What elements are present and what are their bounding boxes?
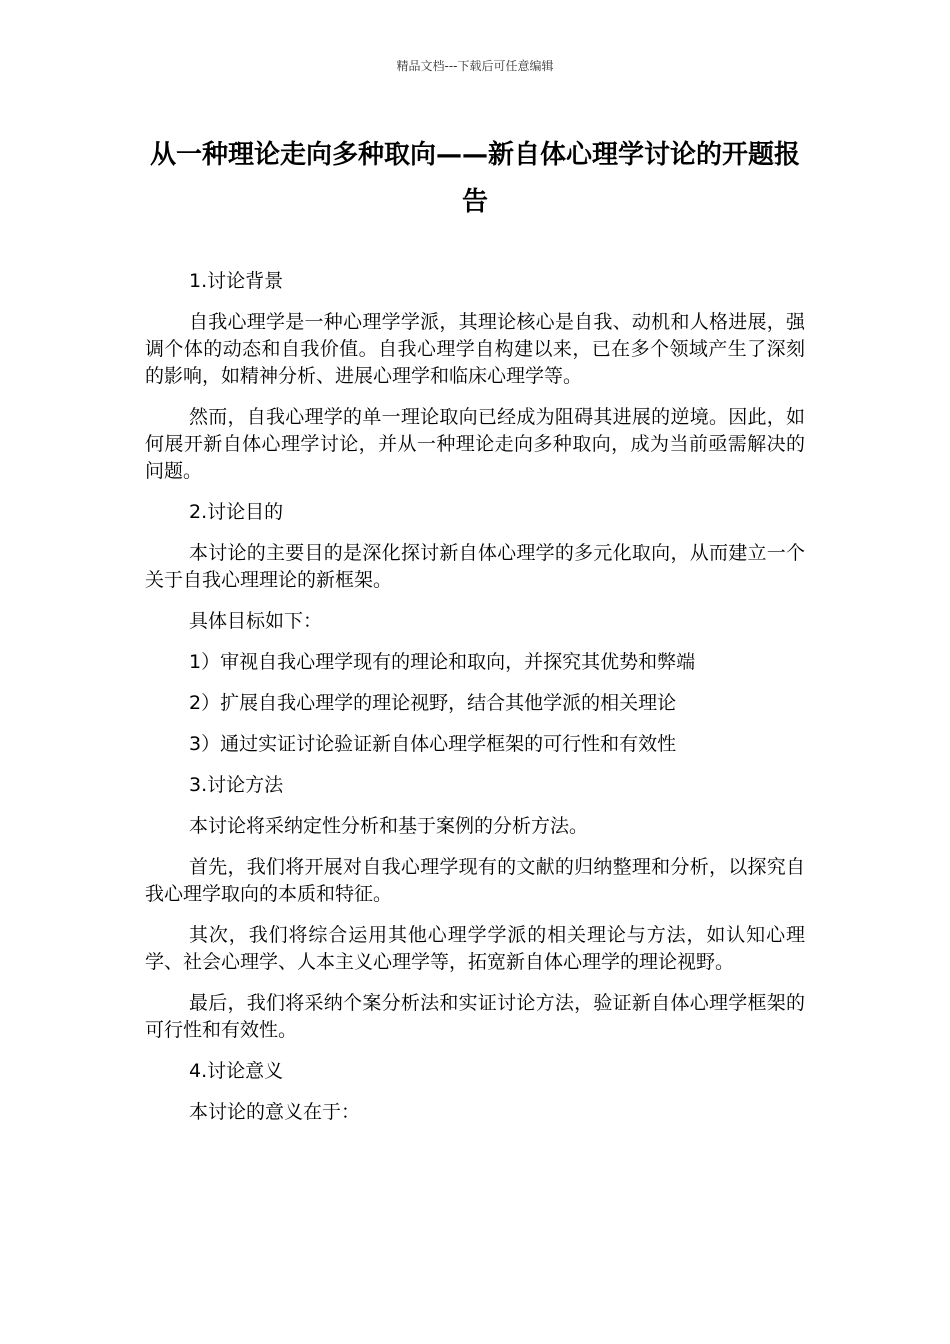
paragraph: 本讨论将采纳定性分析和基于案例的分析方法。 bbox=[189, 815, 589, 837]
paragraph: 然而，自我心理学的单一理论取向已经成为阻碍其进展的逆境。因此，如何展开新自体心理学讨论，并从一种理论走向多种取向，成为当前亟需解决的问题。 bbox=[145, 406, 805, 482]
paragraph: 首先，我们将开展对自我心理学现有的文献的归纳整理和分析，以探究自我心理学取向的本质和特征。 bbox=[145, 856, 805, 905]
paragraph: 具体目标如下： bbox=[189, 610, 323, 632]
paragraph: 最后，我们将采纳个案分析法和实证讨论方法，验证新自体心理学框架的可行性和有效性。 bbox=[145, 992, 805, 1041]
paragraph: 本讨论的主要目的是深化探讨新自体心理学的多元化取向，从而建立一个关于自我心理理论的新框架。 bbox=[145, 542, 805, 591]
section-heading-background: 1.讨论背景 bbox=[189, 270, 284, 292]
list-item: 3）通过实证讨论验证新自体心理学框架的可行性和有效性 bbox=[189, 733, 677, 755]
paragraph: 其次，我们将综合运用其他心理学学派的相关理论与方法，如认知心理学、社会心理学、人本主义心理学等，拓宽新自体心理学的理论视野。 bbox=[145, 924, 805, 973]
section-heading-purpose: 2.讨论目的 bbox=[189, 501, 284, 523]
header-note: 精品文档---下载后可任意编辑 bbox=[396, 59, 554, 73]
section-heading-significance: 4.讨论意义 bbox=[189, 1060, 284, 1082]
document-body bbox=[145, 268, 805, 1140]
section-heading-method: 3.讨论方法 bbox=[189, 774, 284, 796]
document-title: 从一种理论走向多种取向——新自体心理学讨论的开题报告 bbox=[149, 140, 800, 217]
paragraph: 自我心理学是一种心理学学派，其理论核心是自我、动机和人格进展，强调个体的动态和自我价值。自我心理学自构建以来，已在多个领域产生了深刻的影响，如精神分析、进展心理学和临床心理学等。 bbox=[145, 311, 805, 387]
list-item: 2）扩展自我心理学的理论视野，结合其他学派的相关理论 bbox=[189, 692, 677, 714]
list-item: 1）审视自我心理学现有的理论和取向，并探究其优势和弊端 bbox=[189, 651, 696, 673]
paragraph: 本讨论的意义在于： bbox=[189, 1101, 361, 1123]
